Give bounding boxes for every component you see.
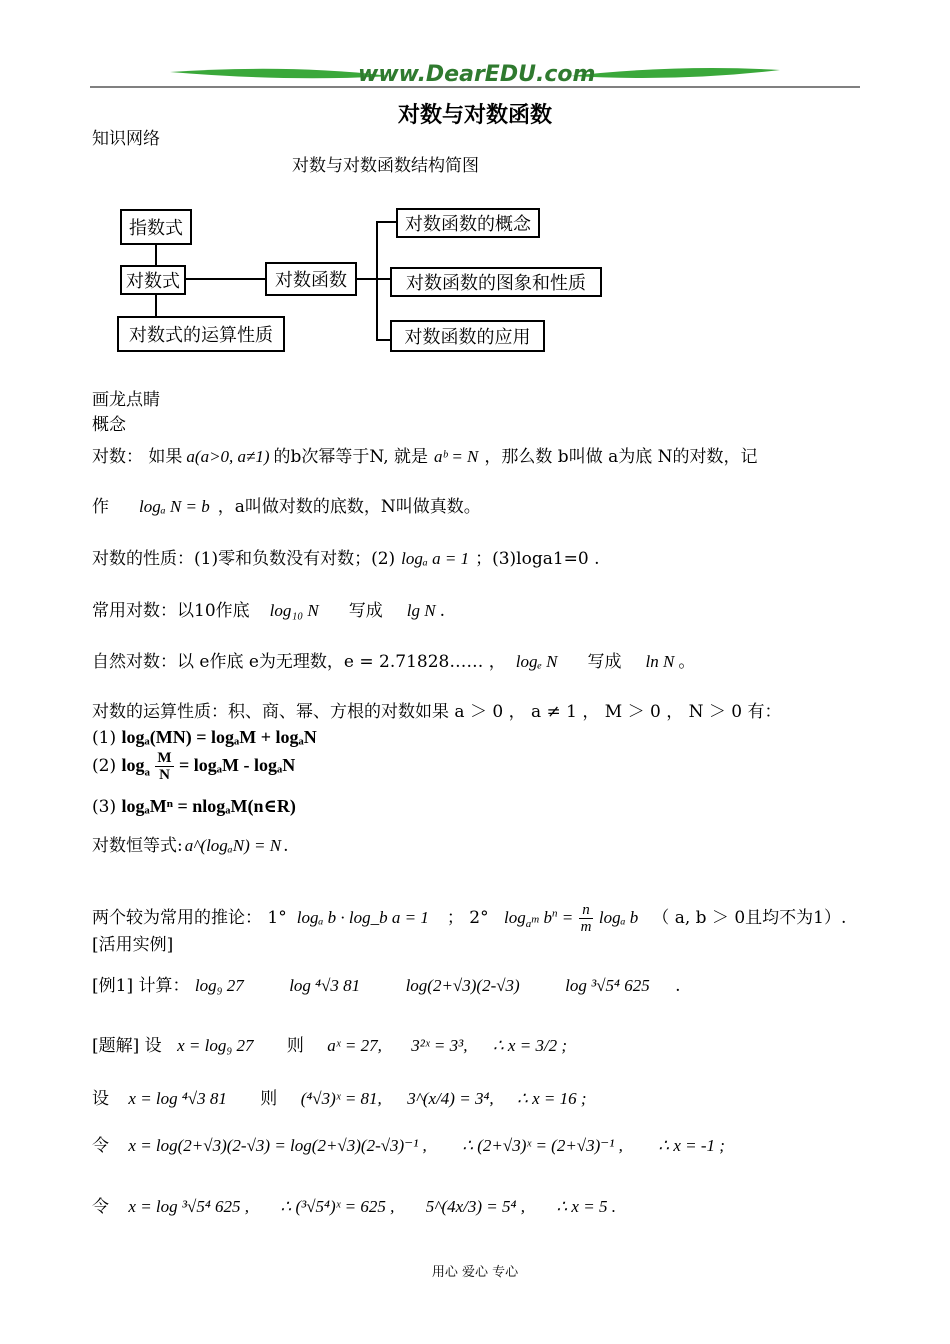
- natural-log: 自然对数：以 e作底 e为无理数，e = 2.71828…… ， logₑ N 写成 ln N 。: [92, 652, 696, 672]
- box-graph-props: 对数函数的图象和性质: [390, 267, 602, 297]
- fraction-m-over-n: $\frac{M}{N}$: [157, 750, 172, 783]
- site-logo: www.DearEDU.com: [358, 62, 596, 87]
- box-logarithm: 对数式: [120, 265, 186, 295]
- common-log: 常用对数：以10作底 log₁₀ N 写成 lg N .: [92, 601, 445, 621]
- box-log-function: 对数函数: [265, 262, 357, 296]
- solution-row-3: 令 x = log(2+√3)(2-√3) = log(2+√3)(2-√3)⁻¹ , ∴ (2+√3)ˣ = (2+√3)⁻¹ , ∴ x = -1 ;: [92, 1136, 725, 1156]
- fraction-n-over-m: $\frac{n}{m}$: [580, 902, 592, 935]
- box-applications: 对数函数的应用: [390, 320, 545, 352]
- definition-line-2: 作 logₐ N = b ，a叫做对数的底数，N叫做真数。: [92, 497, 481, 517]
- example-header: [活用实例]: [92, 935, 174, 955]
- diagram-caption: 对数与对数函数结构简图: [292, 156, 479, 176]
- concept-heading: 概念: [92, 415, 126, 435]
- rule-2: (2) $\log_a$ $\frac{M}{N}$ = logₐM - logₐN: [92, 750, 296, 783]
- log-identity: 对数恒等式: a^(logₐN) = N .: [92, 836, 289, 856]
- rule-1: (1) logₐ(MN) = logₐM + logₐN: [92, 727, 317, 748]
- rule-3: (3) logₐMⁿ = nlogₐM(n∈R): [92, 796, 296, 817]
- log-properties: 对数的性质：(1)零和负数没有对数；(2) logₐ a = 1 ；(3)loga1=0 .: [92, 549, 600, 569]
- page-title: 对数与对数函数: [397, 103, 552, 128]
- page-footer: 用心 爱心 专心: [431, 1265, 519, 1280]
- solution-row-4: 令 x = log ³√5⁴ 625 , ∴ (³√5⁴)ˣ = 625 , 5^(4x/3) = 5⁴ , ∴ x = 5 .: [92, 1197, 616, 1217]
- solution-row-1: [题解] 设 x = log₉ 27 则 aˣ = 27, 3²ˣ = 3³, ∴ x = 3/2 ;: [92, 1036, 568, 1056]
- box-exponential: 指数式: [120, 209, 192, 245]
- box-concept: 对数函数的概念: [396, 208, 540, 238]
- box-log-rules: 对数式的运算性质: [117, 316, 285, 352]
- ops-intro: 对数的运算性质：积、商、幂、方根的对数如果 a ＞ 0 ， a ≠ 1 ， M ＞ 0 ， N ＞ 0 有：: [92, 702, 782, 722]
- section-highlight: 画龙点睛: [92, 390, 160, 410]
- definition-line-1: 对数： 如果 a(a>0, a≠1) 的b次幂等于N, 就是 aᵇ = N ，那么数 b叫做 a为底 N的对数，记: [92, 447, 758, 467]
- corollaries: 两个较为常用的推论： 1° logₐ b · log_b a = 1 ； 2° $\log_{a^m} b^n$ = $\frac{n}{m}$ logₐ b （ a, b ＞ 0且均不为1）.: [92, 902, 847, 935]
- header-banner: [90, 60, 860, 92]
- example-1: [例1] 计算： log₉ 27 log ⁴√3 81 log(2+√3)(2-√3) log ³√5⁴ 625 .: [92, 976, 681, 996]
- section-network: 知识网络: [92, 129, 160, 149]
- solution-row-2: 设 x = log ⁴√3 81 则 (⁴√3)ˣ = 81, 3^(x/4) = 3⁴, ∴ x = 16 ;: [92, 1089, 587, 1109]
